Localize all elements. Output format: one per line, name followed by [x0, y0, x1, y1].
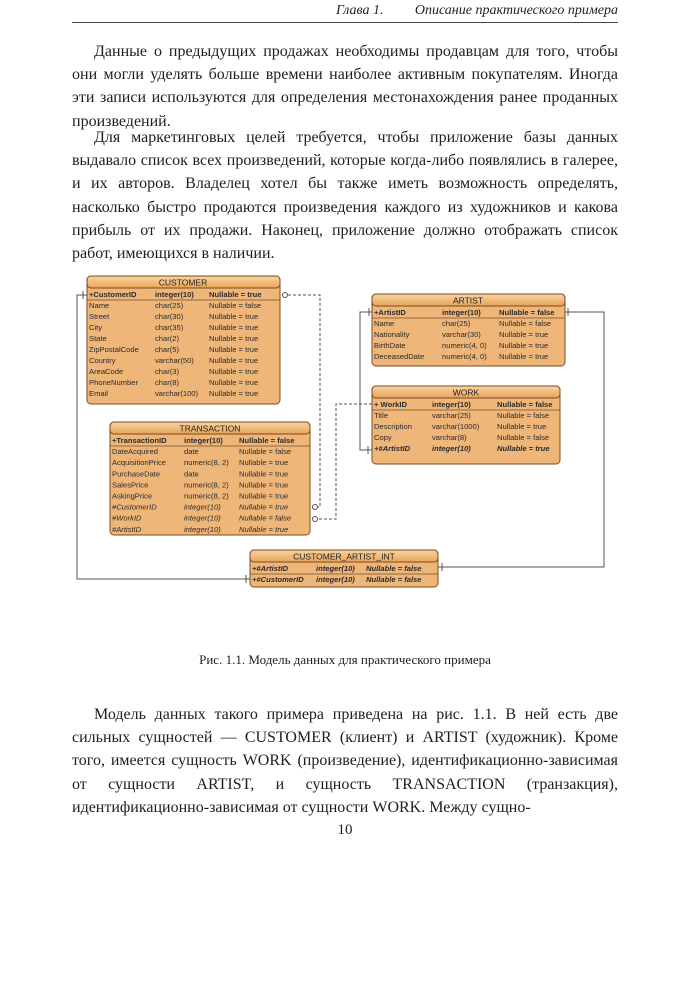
transaction-attr-4-col-1: numeric(8, 2) [184, 480, 229, 490]
customer-attr-3-col-2: Nullable = true [209, 323, 259, 332]
work-attr-4-col-2: Nullable = true [497, 444, 550, 453]
transaction-attr-7-col-0: #WorkID [112, 513, 142, 523]
artist-attr-0-col-2: Nullable = false [499, 308, 555, 317]
transaction-attr-5-col-0: AskingPrice [112, 491, 153, 501]
customer-attr-6-col-0: Country [89, 356, 116, 365]
chapter-title: Описание практического примера [414, 3, 618, 18]
running-header [72, 0, 618, 23]
customer-attr-9-col-2: Nullable = true [209, 389, 259, 398]
transaction-attr-1-col-2: Nullable = false [239, 447, 292, 457]
transaction-attr-1-col-1: date [184, 447, 199, 457]
customer-attr-5-col-1: char(5) [155, 345, 180, 354]
artist-attr-3-col-2: Nullable = true [499, 341, 549, 350]
work-attr-1-col-2: Nullable = false [497, 411, 550, 420]
customer-attr-4-col-0: State [89, 334, 107, 343]
artist-attr-0-col-0: +ArtistID [374, 308, 406, 317]
page-number: 10 [337, 822, 353, 838]
transaction-attr-7-col-1: integer(10) [184, 513, 221, 523]
customer-attr-2-col-0: Street [89, 312, 110, 321]
customer_artist_int-attr-0-col-2: Nullable = false [366, 564, 422, 573]
artist-attr-3-col-0: BirthDate [374, 341, 406, 350]
optional-circle [313, 505, 318, 510]
transaction-attr-0-col-1: integer(10) [184, 436, 223, 445]
artist-attr-4-col-2: Nullable = true [499, 352, 549, 361]
customer_artist_int-attr-1-col-1: integer(10) [316, 575, 355, 584]
work-attr-0-col-1: integer(10) [432, 400, 471, 409]
work-attr-3-col-1: varchar(8) [432, 433, 467, 442]
artist-attr-1-col-0: Name [374, 319, 395, 328]
transaction-attr-2-col-1: numeric(8, 2) [184, 458, 229, 468]
transaction-attr-6-col-1: integer(10) [184, 502, 221, 512]
customer-attr-1-col-2: Nullable = false [209, 301, 262, 310]
transaction-attr-6-col-0: #CustomerID [112, 502, 157, 512]
line-artist-work [360, 312, 372, 450]
customer-attr-1-col-1: char(25) [155, 301, 184, 310]
customer-attr-7-col-2: Nullable = true [209, 367, 259, 376]
work-attr-2-col-0: Description [374, 422, 412, 431]
transaction-attr-0-col-2: Nullable = false [239, 436, 295, 445]
artist-attr-4-col-1: numeric(4, 0) [442, 352, 487, 361]
entity-name: WORK [452, 387, 480, 398]
customer-attr-9-col-0: Email [89, 389, 108, 398]
customer_artist_int-attr-1-col-0: +#CustomerID [252, 575, 304, 584]
transaction-attr-4-col-2: Nullable = true [239, 480, 289, 490]
customer-attr-4-col-1: char(2) [155, 334, 180, 343]
customer-attr-7-col-0: AreaCode [89, 367, 124, 376]
customer-attr-5-col-0: ZipPostalCode [89, 345, 139, 354]
transaction-attr-2-col-2: Nullable = true [239, 458, 289, 468]
customer-attr-0-col-1: integer(10) [155, 290, 194, 299]
entity-name: ARTIST [452, 295, 484, 306]
customer-attr-1-col-0: Name [89, 301, 110, 310]
transaction-attr-8-col-1: integer(10) [184, 524, 221, 534]
customer-attr-6-col-2: Nullable = true [209, 356, 259, 365]
paragraph-3: Модель данных такого примера приведена на рис. 1.1. В ней есть две сильных сущностей — CUSTOMER (клиент) и ARTIST (художник). Кроме того, имеется сущность WORK (произведение), идентификационно-зависимая от сущности ARTIST, и сущность TRANSACTION (транзакция), идентификационно-зависимая от сущности WORK. Между сущно- [72, 706, 618, 816]
transaction-attr-3-col-2: Nullable = true [239, 469, 289, 479]
work-attr-0-col-0: + WorkID [374, 400, 407, 409]
customer-attr-2-col-2: Nullable = true [209, 312, 259, 321]
artist-attr-4-col-0: DeceasedDate [374, 352, 425, 361]
transaction-attr-8-col-0: #ArtistID [112, 524, 142, 534]
customer-attr-8-col-0: PhoneNumber [89, 378, 138, 387]
artist-attr-2-col-0: Nationality [374, 330, 410, 339]
transaction-attr-3-col-0: PurchaseDate [112, 469, 161, 479]
work-attr-3-col-0: Copy [374, 433, 392, 442]
work-attr-1-col-0: Title [374, 411, 389, 420]
transaction-attr-5-col-2: Nullable = true [239, 491, 289, 501]
optional-circle [313, 517, 318, 522]
paragraph-2: Для маркетинговых целей требуется, чтобы приложение базы данных выдавало список всех произведений, которые когда-либо появлялись в галерее, и их авторов. Владелец хотел бы также иметь возможность определять, насколько быстро продаются произведения каждого из художников и какова прибыль от их продажи. Наконец, приложение должно отображать список работ, имеющихся в наличии. [72, 129, 618, 263]
line-work-transaction [312, 404, 372, 519]
transaction-attr-5-col-1: numeric(8, 2) [184, 491, 229, 501]
customer-attr-5-col-2: Nullable = true [209, 345, 259, 354]
transaction-attr-2-col-0: AcquisitionPrice [112, 458, 167, 468]
artist-attr-1-col-1: char(25) [442, 319, 471, 328]
work-attr-3-col-2: Nullable = false [497, 433, 550, 442]
entity-name: CUSTOMER_ARTIST_INT [293, 551, 395, 562]
customer-attr-3-col-0: City [89, 323, 103, 332]
customer_artist_int-attr-0-col-0: +#ArtistID [252, 564, 289, 573]
transaction-attr-1-col-0: DateAcquired [112, 447, 159, 457]
artist-attr-3-col-1: numeric(4, 0) [442, 341, 487, 350]
entity-name: TRANSACTION [179, 423, 241, 434]
customer-attr-9-col-1: varchar(100) [155, 389, 199, 398]
customer_artist_int-attr-1-col-2: Nullable = false [366, 575, 422, 584]
transaction-attr-3-col-1: date [184, 469, 199, 479]
chapter-number: Глава 1. [336, 3, 384, 18]
customer_artist_int-attr-0-col-1: integer(10) [316, 564, 355, 573]
artist-attr-0-col-1: integer(10) [442, 308, 481, 317]
artist-attr-2-col-1: varchar(30) [442, 330, 481, 339]
er-diagram [72, 270, 620, 590]
customer-attr-4-col-2: Nullable = true [209, 334, 259, 343]
transaction-attr-8-col-2: Nullable = true [239, 524, 289, 534]
customer-attr-7-col-1: char(3) [155, 367, 180, 376]
work-attr-4-col-0: +#ArtistID [374, 444, 411, 453]
paragraph-1: Данные о предыдущих продажах необходимы продавцам для того, чтобы они могли уделять больше времени наиболее активным покупателям. Иногда эти записи используются для определения местонахождения ранее проданных произведений. [72, 43, 618, 130]
transaction-attr-6-col-2: Nullable = true [239, 502, 289, 512]
customer-attr-0-col-0: +CustomerID [89, 290, 137, 299]
entity-name: CUSTOMER [158, 277, 208, 288]
customer-attr-6-col-1: varchar(50) [155, 356, 194, 365]
work-attr-1-col-1: varchar(25) [432, 411, 471, 420]
customer-attr-3-col-1: char(35) [155, 323, 184, 332]
optional-circle [283, 293, 288, 298]
customer-attr-8-col-1: char(8) [155, 378, 180, 387]
artist-attr-1-col-2: Nullable = false [499, 319, 552, 328]
customer-attr-0-col-2: Nullable = true [209, 290, 262, 299]
transaction-attr-7-col-2: Nullable = false [239, 513, 292, 523]
work-attr-4-col-1: integer(10) [432, 444, 471, 453]
work-attr-2-col-2: Nullable = true [497, 422, 547, 431]
figure-caption: Рис. 1.1. Модель данных для практического примера [199, 652, 491, 667]
artist-attr-2-col-2: Nullable = true [499, 330, 549, 339]
transaction-attr-4-col-0: SalesPrice [112, 480, 149, 490]
customer-attr-2-col-1: char(30) [155, 312, 184, 321]
work-attr-2-col-1: varchar(1000) [432, 422, 480, 431]
transaction-attr-0-col-0: +TransactionID [112, 436, 167, 445]
er-diagram-svg [72, 270, 620, 590]
work-attr-0-col-2: Nullable = false [497, 400, 553, 409]
customer-attr-8-col-2: Nullable = true [209, 378, 259, 387]
